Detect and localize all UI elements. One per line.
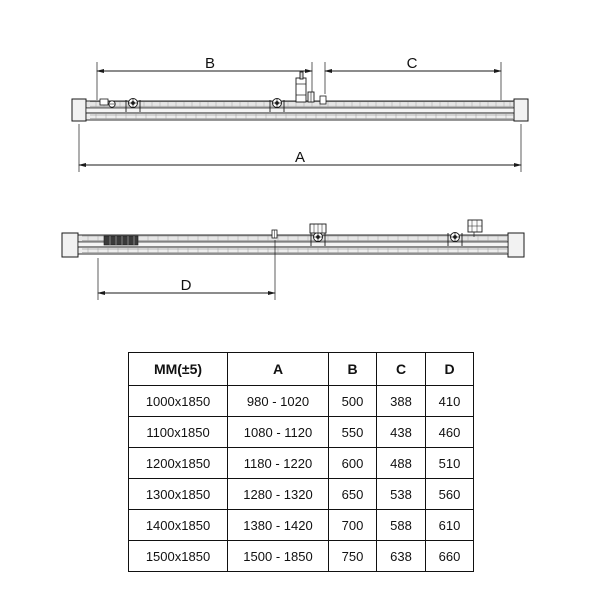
table-row	[129, 541, 474, 572]
cell-c: 388	[377, 386, 426, 417]
cell-a: 1500 - 1850	[228, 541, 329, 572]
cell-mm: 1300x1850	[129, 479, 228, 510]
cell-d: 610	[426, 510, 474, 541]
cell-c: 488	[377, 448, 426, 479]
cell-d: 510	[426, 448, 474, 479]
header-d: D	[426, 353, 474, 386]
cell-d: 460	[426, 417, 474, 448]
dimension-label-c: C	[406, 55, 418, 72]
table-row	[129, 386, 474, 417]
table-row	[129, 448, 474, 479]
cell-a: 1080 - 1120	[228, 417, 329, 448]
header-b: B	[329, 353, 377, 386]
cell-b: 700	[329, 510, 377, 541]
cell-a: 1380 - 1420	[228, 510, 329, 541]
cell-c: 438	[377, 417, 426, 448]
cell-c: 538	[377, 479, 426, 510]
cell-b: 650	[329, 479, 377, 510]
dimension-label-d: D	[180, 277, 192, 294]
table-header-row	[129, 353, 474, 386]
cell-d: 410	[426, 386, 474, 417]
cell-mm: 1500x1850	[129, 541, 228, 572]
table-row	[129, 510, 474, 541]
cell-a: 980 - 1020	[228, 386, 329, 417]
dimension-label-b: B	[204, 55, 216, 72]
header-mm: MM(±5)	[129, 353, 228, 386]
cell-c: 638	[377, 541, 426, 572]
table-row	[129, 479, 474, 510]
table-row	[129, 417, 474, 448]
cell-d: 660	[426, 541, 474, 572]
cell-a: 1280 - 1320	[228, 479, 329, 510]
header-a: A	[228, 353, 329, 386]
cell-mm: 1200x1850	[129, 448, 228, 479]
cell-b: 550	[329, 417, 377, 448]
dimensions-table	[128, 352, 474, 572]
cell-d: 560	[426, 479, 474, 510]
cell-c: 588	[377, 510, 426, 541]
cell-b: 600	[329, 448, 377, 479]
header-c: C	[377, 353, 426, 386]
cell-b: 500	[329, 386, 377, 417]
cell-b: 750	[329, 541, 377, 572]
dimension-label-a: A	[294, 149, 306, 166]
cell-mm: 1000x1850	[129, 386, 228, 417]
cell-a: 1180 - 1220	[228, 448, 329, 479]
cell-mm: 1100x1850	[129, 417, 228, 448]
cell-mm: 1400x1850	[129, 510, 228, 541]
